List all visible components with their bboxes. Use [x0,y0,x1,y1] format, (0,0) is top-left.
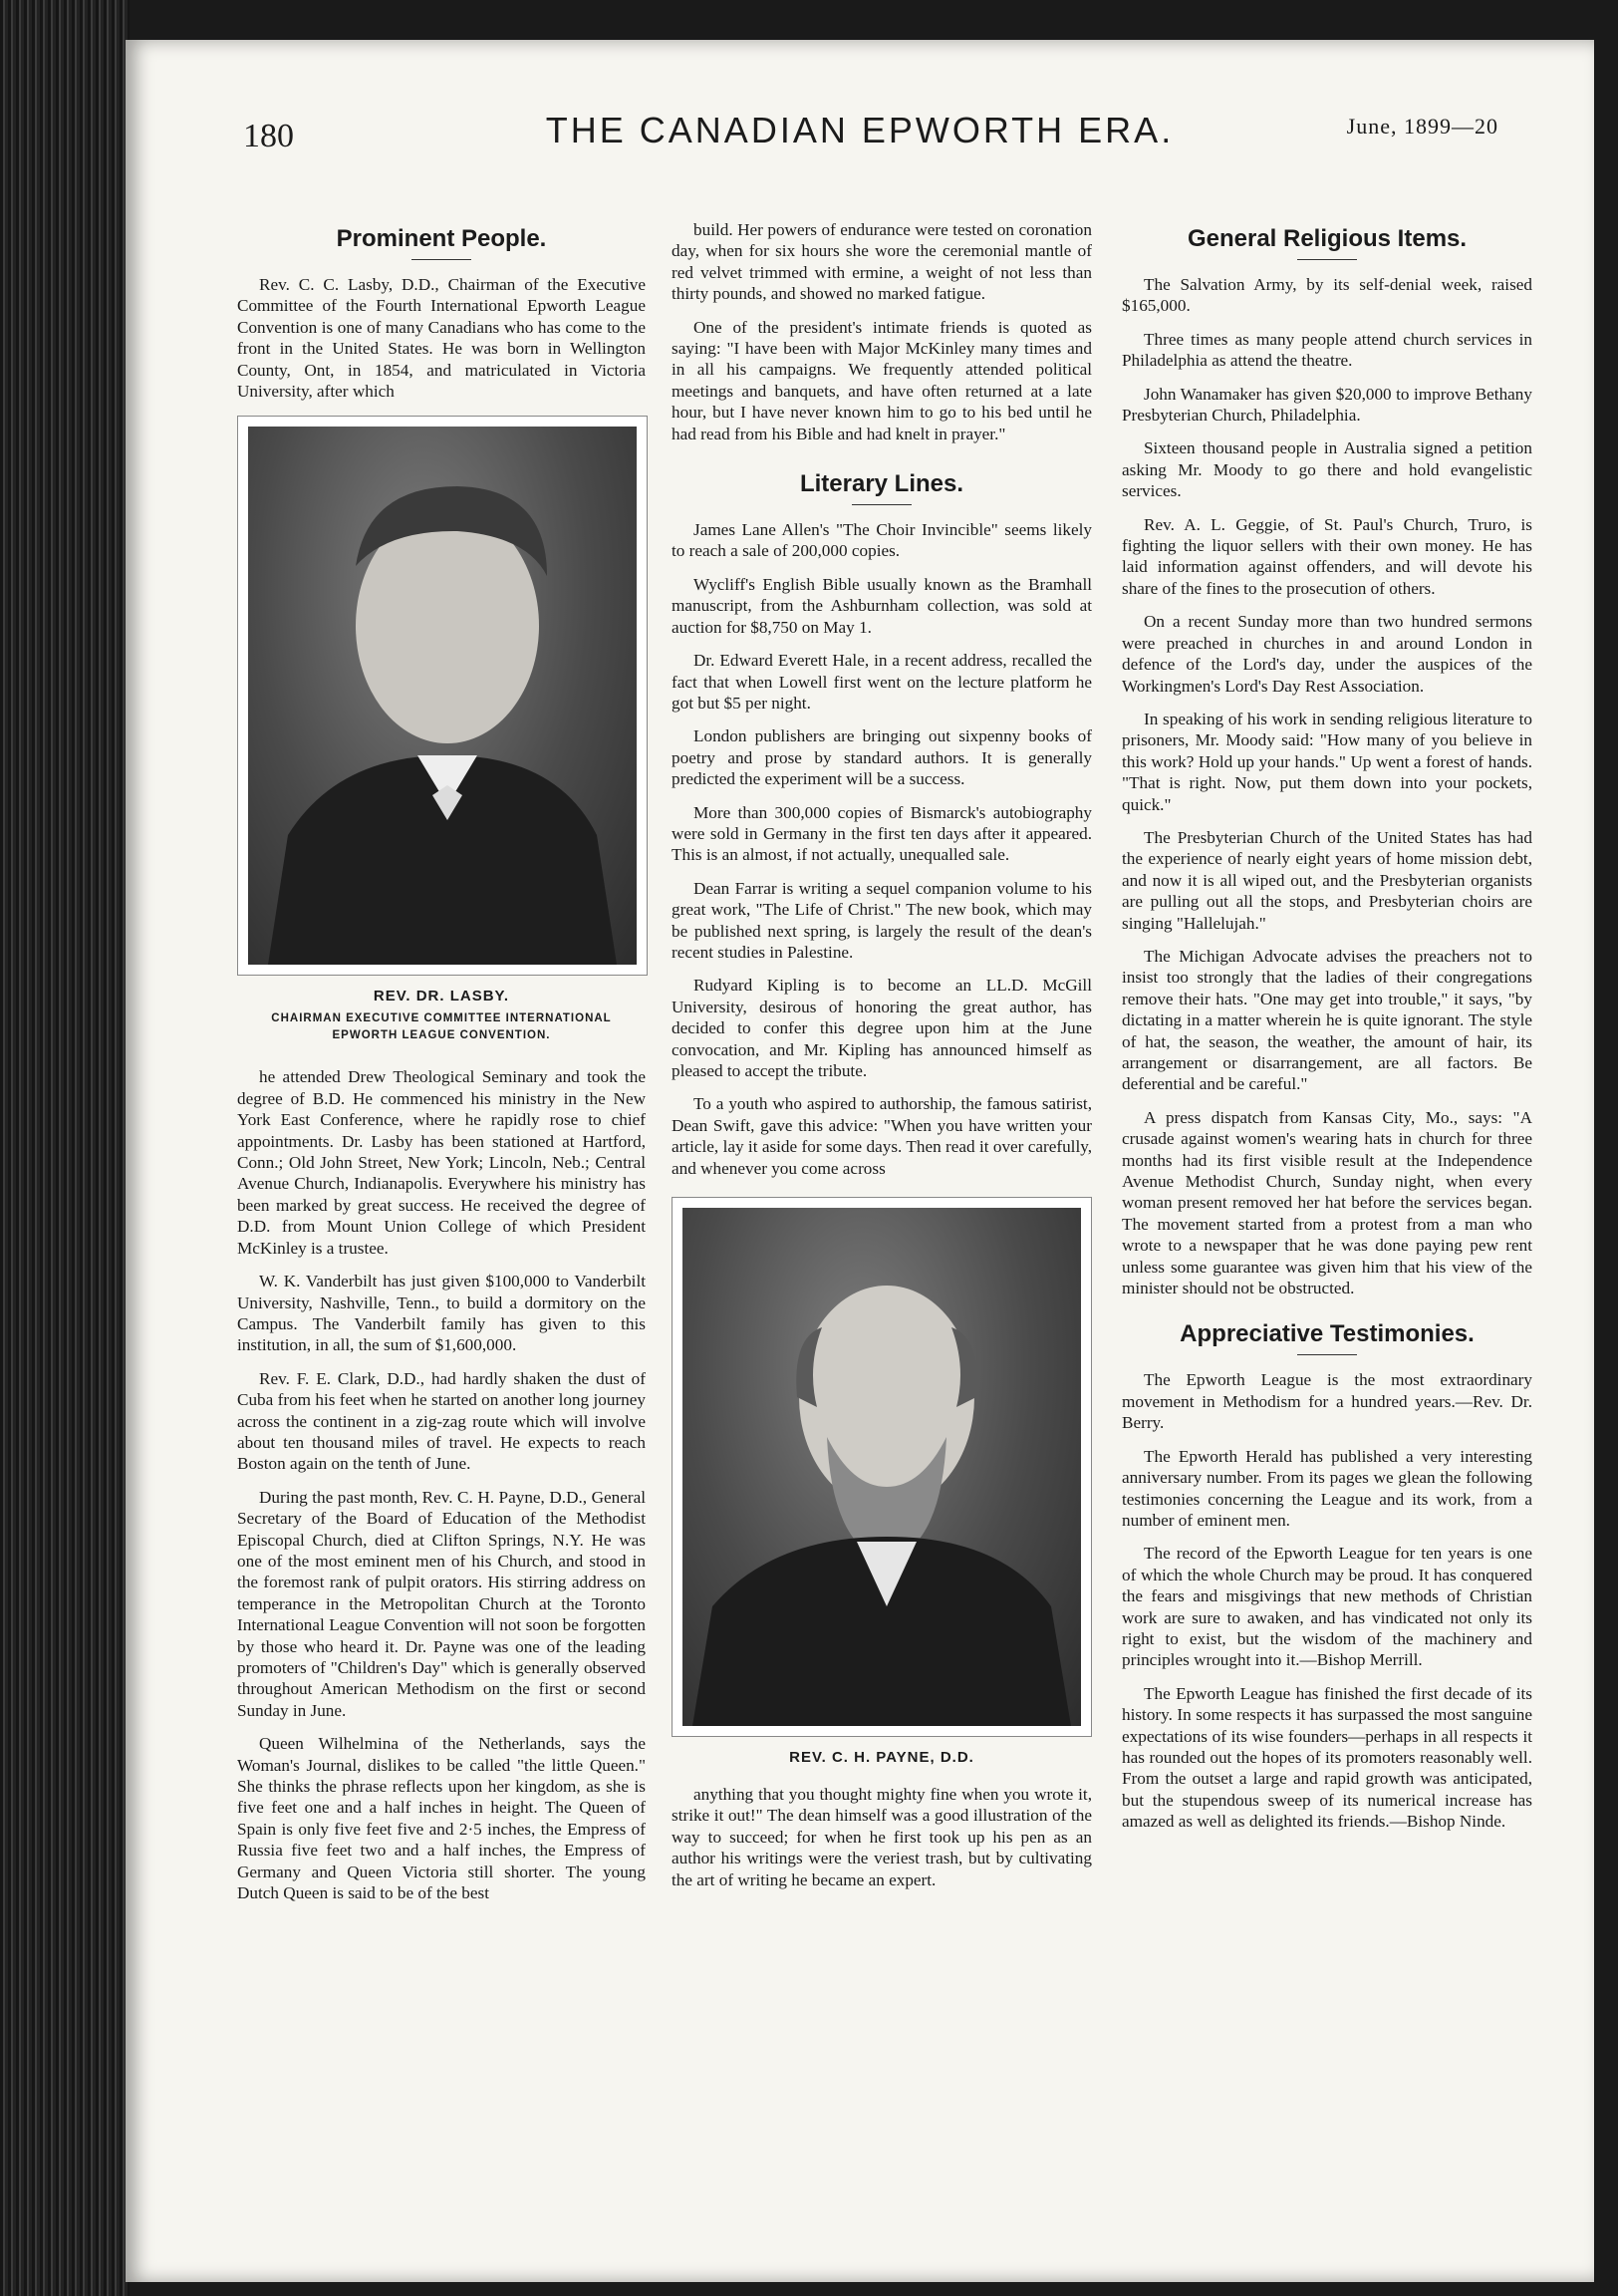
heading-rule [1297,259,1357,260]
article-paragraph: A press dispatch from Kansas City, Mo., says: "A crusade against women's wearing hats in church for three months had its first visible result at the Independence Avenue Methodist Church, Sunday night, when every woman present removed her hat before the services began. The movement started from a protest from a man who wrote to a newspaper that he was done paying pew rent unless some guarantee was given him that his view of the minister should not be obstructed. [1122,1107,1532,1298]
portrait-image [682,1208,1081,1726]
heading-rule [1297,1354,1357,1355]
article-paragraph: More than 300,000 copies of Bismarck's autobiography were sold in Germany in the first ten days after it appeared. This is an almost, if not actually, unequalled sale. [672,802,1092,865]
heading-rule [852,504,912,505]
article-paragraph: Dean Farrar is writing a sequel companion volume to his great work, "The Life of Christ." The new book, which may be published next spring, is largely the result of the dean's recent studies in Palestine. [672,878,1092,962]
article-paragraph: Dr. Edward Everett Hale, in a recent address, recalled the fact that when Lowell first went on the lecture platform he got but $5 per night. [672,651,1092,713]
section-heading-literary-lines: Literary Lines. [799,470,964,498]
photo-caption-lasby: REV. DR. LASBY. [373,988,510,1005]
article-paragraph: build. Her powers of endurance were tested on coronation day, when for six hours she wore the ceremonial mantle of red velvet trimmed with ermine, a weight of not less than thirty pounds, and showed no marked fatigue. [672,220,1092,304]
book-spine-edge [0,0,130,2296]
photo-rev-payne [672,1197,1092,1737]
article-paragraph: Rev. A. L. Geggie, of St. Paul's Church, Truro, is fighting the liquor sellers with their own money. He has laid information against offenders, and will devote his share of the fines to the prosecution of others. [1122,514,1532,598]
photo-subcaption-lasby: CHAIRMAN EXECUTIVE COMMITTEE INTERNATIONAL EPWORTH LEAGUE CONVENTION. [271,1012,612,1042]
article-paragraph: The Epworth League has finished the first decade of its history. In some respects it has surpassed the most sanguine expectations of its wise founders—perhaps in all respects it has rounded out the hopes of its promoters reasonably well. From the outset a large and rapid growth was anticipated, but the stupendous sweep of its numerical increase has amazed as well as delighted its friends.—Bishop Ninde. [1122,1683,1532,1832]
article-paragraph: During the past month, Rev. C. H. Payne, D.D., General Secretary of the Board of Education of the Methodist Episcopal Church, died at Clifton Springs, N.Y. He was one of the most eminent men of his Church, and stood in the foremost rank of pulpit orators. His stirring address on temperance in the Metropolitan Church at the Toronto International League Convention will not soon be forgotten by those who heard it. Dr. Payne was one of the leading promoters of "Children's Day" which is generally observed throughout American Methodism on the first or second Sunday in June. [237,1487,646,1720]
article-paragraph: James Lane Allen's "The Choir Invincible" seems likely to reach a sale of 200,000 copies. [672,520,1092,561]
portrait-payne-illustration [682,1208,1081,1726]
column-3 [1122,219,1532,1845]
article-paragraph: The record of the Epworth League for ten years is one of which the whole Church may be proud. It has conquered the fears and misgivings that new methods of Christian work are sure to awaken, and has vindicated not only its right to exist, but the wisdom of the machinery and principles wrought into it.—Bishop Merrill. [1122,1544,1532,1670]
section-heading-general-religious-items: General Religious Items. [1187,225,1468,252]
journal-title: THE CANADIAN EPWORTH ERA. [545,110,1175,150]
article-paragraph: One of the president's intimate friends is quoted as saying: "I have been with Major McKinley many times and in all his campaigns. We frequently attended political meetings and banquets, and have often returned at a late hour, but I have never known him to go to his bed until he had read from his Bible and had knelt in prayer." [672,317,1092,443]
page-header [126,104,1594,163]
article-paragraph: Rudyard Kipling is to become an LL.D. McGill University, desirous of honoring the great author, has decided to confer this degree upon him at the June convocation, and Mr. Kipling has announced himself as pleased to accept the tribute. [672,976,1092,1080]
heading-rule [411,259,471,260]
column-2 [672,219,1092,1902]
article-paragraph: Rev. F. E. Clark, D.D., had hardly shaken the dust of Cuba from his feet when he started on another long journey across the continent in a zig-zag route which will involve about ten thousand miles of travel. He expects to reach Boston again on the tenth of June. [237,1368,646,1474]
article-paragraph: The Presbyterian Church of the United States has had the experience of nearly eight years of home mission debt, and now it is all wiped out, and the Presbyterian organists are pulling out all the stops, and Presbyterian choirs are singing "Hallelujah." [1122,827,1532,933]
article-paragraph: John Wanamaker has given $20,000 to improve Bethany Presbyterian Church, Philadelphia. [1122,384,1532,426]
article-paragraph: The Epworth Herald has published a very interesting anniversary number. From its pages we glean the following testimonies concerning the League and its work, from a number of eminent men. [1122,1446,1532,1530]
portrait-image [248,427,637,965]
page-number: 180 [243,118,294,154]
article-paragraph: Rev. C. C. Lasby, D.D., Chairman of the Executive Committee of the Fourth International Epworth League Convention is one of many Canadians who has come to the front in the United States. He was born in Wellington County, Ont, in 1854, and matriculated in Victoria University, after which [237,275,646,402]
article-paragraph: he attended Drew Theological Seminary and took the degree of B.D. He commenced his ministry in the New York East Conference, where he rapidly rose to chief appointments. Dr. Lasby has been stationed at Hartford, Conn.; Old John Street, New York; Lincoln, Neb.; Central Avenue Church, Indianapolis. Everywhere his ministry has been marked by great success. He received the degree of D.D. from Mount Union College of which President McKinley is a trustee. [237,1067,646,1258]
article-paragraph: To a youth who aspired to authorship, the famous satirist, Dean Swift, gave this advice: "When you have written your article, lay it aside for some days. Then read it over carefully, and whenever you come across [672,1094,1092,1178]
article-paragraph: The Salvation Army, by its self-denial week, raised $165,000. [1122,275,1532,316]
article-paragraph: The Michigan Advocate advises the preachers not to insist too strongly that the ladies of their congregations remove their hats. "One may get into trouble," it says, "by dictating in a matter wherein he is quite ignorant. The style of hat, the season, the weather, the amount of hair, its arrangement or disarrangement, are all factors. Be deferential and be careful." [1122,946,1532,1094]
magazine-page [126,40,1594,2282]
article-paragraph: In speaking of his work in sending religious literature to prisoners, Mr. Moody said: "How many of you believe in this work? Hold up your hands." Up went a forest of hands. "That is right. Now, put them down into your pockets, quick." [1122,709,1532,814]
article-paragraph: Wycliff's English Bible usually known as the Bramhall manuscript, from the Ashburnham collection, was sold at auction for $8,750 on May 1. [672,574,1092,637]
article-paragraph: The Epworth League is the most extraordinary movement in Methodism for a hundred years.—Rev. Dr. Berry. [1122,1370,1532,1433]
article-paragraph: anything that you thought mighty fine when you wrote it, strike it out!" The dean himself was a good illustration of the way to succeed; for when he first took up his pen as an author his writings were the veriest trash, but by cultivating the art of writing he became an expert. [672,1785,1092,1889]
issue-date: June, 1899—20 [1346,114,1498,139]
section-heading-appreciative-testimonies: Appreciative Testimonies. [1180,1320,1475,1348]
column-1 [237,219,646,1915]
article-paragraph: London publishers are bringing out sixpenny books of poetry and prose by standard authors. It is generally predicted the experiment will be a success. [672,726,1092,789]
article-paragraph: On a recent Sunday more than two hundred sermons were preached in churches in and around London in defence of the Lord's day, under the auspices of the Workingmen's Lord's Day Rest Association. [1122,612,1532,696]
portrait-lasby-illustration [248,427,637,965]
section-heading-prominent-people: Prominent People. [336,225,547,252]
article-body [237,1066,646,1903]
article-paragraph: Three times as many people attend church services in Philadelphia as attend the theatre. [1122,329,1532,371]
photo-rev-dr-lasby [237,416,648,976]
article-paragraph: Sixteen thousand people in Australia signed a petition asking Mr. Moody to go there and hold evangelistic services. [1122,438,1532,501]
photo-caption-payne: REV. C. H. PAYNE, D.D. [789,1749,974,1767]
article-paragraph: Queen Wilhelmina of the Netherlands, says the Woman's Journal, dislikes to be called "the little Queen." She thinks the phrase reflects upon her kingdom, as she is five feet one and a half inches in height. The Queen of Spain is only five feet five and 2·5 inches, the Empress of Russia five feet two and a half inches, the Empress of Germany and Queen Victoria still shorter. The young Dutch Queen is said to be of the best [237,1734,646,1903]
article-paragraph: W. K. Vanderbilt has just given $100,000 to Vanderbilt University, Nashville, Tenn., to build a dormitory on the Campus. The Vanderbilt family has given to this institution, in all, the sum of $1,600,000. [237,1272,646,1355]
article-body [672,1784,1092,1890]
